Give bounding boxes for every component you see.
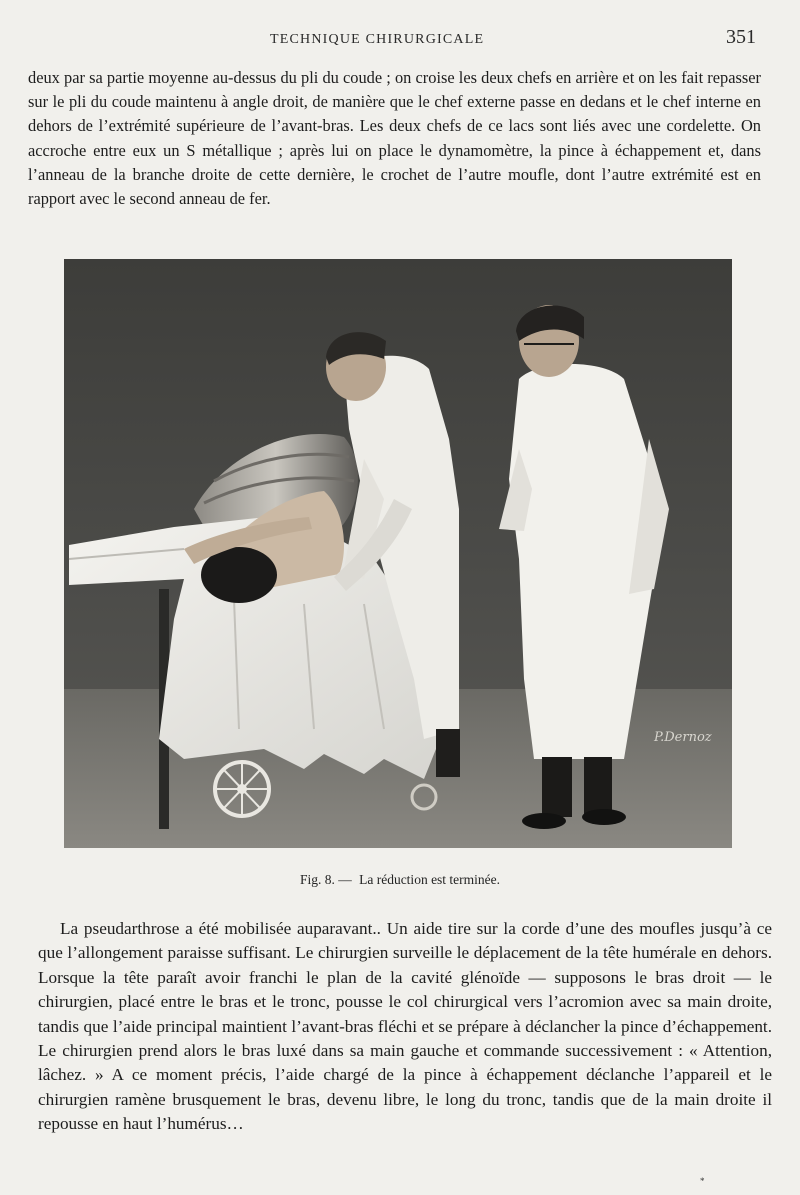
running-head [0, 26, 800, 52]
figure-caption [0, 872, 800, 888]
svg-text:P.Dernoz: P.Dernoz [654, 730, 712, 745]
figure-photograph [64, 259, 732, 848]
caption-text: La réduction est terminée. [359, 872, 501, 887]
page-number: 351 [726, 26, 756, 48]
figure-number: Fig. 8. — [299, 872, 352, 887]
paragraph-top: deux par sa partie moyenne au-dessus du pli du coude ; on croise les deux chefs en arrière et on les fait repasser sur le pli du coude maintenu à angle droit, de manière que le chef externe passe en dedans et le chef interne en dehors de l’extrémité supérieure de l’avant-bras. Les deux chefs de ce lacs sont liés avec une cordelette. On accroche entre eux un S métallique ; après lui on place le dynamomètre, la pince à échappement et, dans l’anneau de la branche droite de cette dernière, le crochet de l’autre moufle, dont l’autre extrémité est en rapport avec le second anneau de fer. [28, 68, 761, 209]
paragraph-bottom: La pseudarthrose a été mobilisée auparavant.. Un aide tire sur la corde d’une des moufles jusqu’à ce que l’allongement paraisse suffisant. Le chirurgien surveille le déplacement de la tête humérale en dehors. Lorsque la tête paraît avoir franchi le plan de la cavité glénoïde — supposons le bras droit — le chirurgien, placé entre le bras et le tronc, pousse le col chirurgical vers l’acromion avec sa main droite, tandis que l’aide principal maintient l’avant-bras fléchi et se prépare à déclancher la pince d’échappement. Le chirurgien prend alors le bras luxé dans sa main gauche et commande successivement : « Attention, lâchez. » A ce moment précis, l’aide chargé de la pince à échappement déclanche l’appareil et le chirurgien ramène brusquement le bras, devenu libre, le long du tronc, tandis que de la main droite il repousse en haut l’humérus… [38, 919, 772, 1134]
photo-illustration [64, 259, 732, 848]
footer-mark: * [700, 1176, 705, 1186]
running-title: TECHNIQUE CHIRURGICALE [270, 32, 485, 47]
